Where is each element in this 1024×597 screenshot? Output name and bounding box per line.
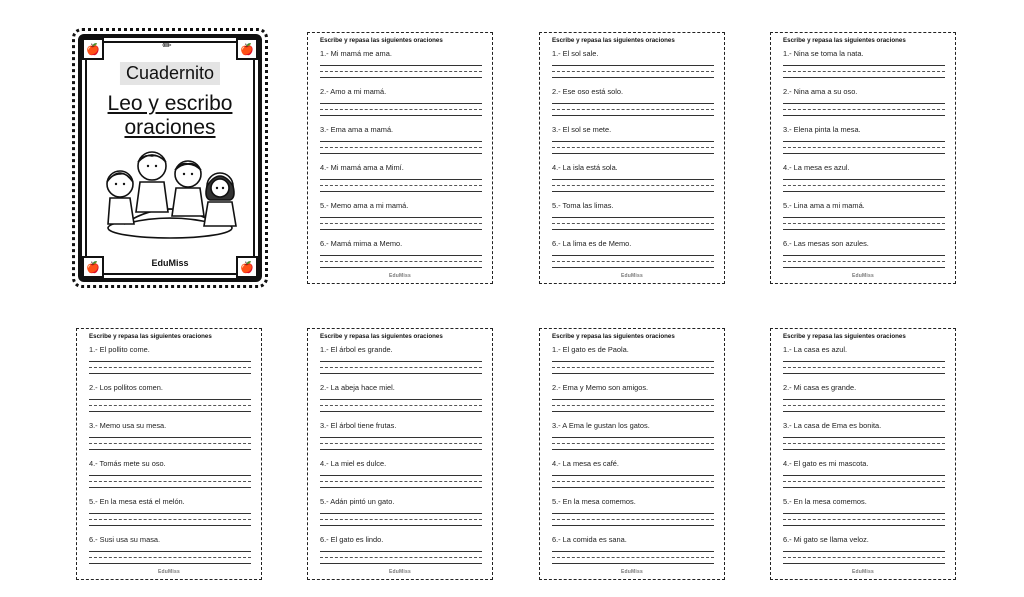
sentence-text: 4.- La mesa es azul.: [783, 163, 850, 172]
writing-midline[interactable]: [320, 223, 482, 224]
sentence-text: 6.- La lima es de Memo.: [552, 239, 632, 248]
sentence-row: [552, 163, 714, 197]
writing-line[interactable]: [320, 361, 482, 362]
worksheet-instructions: Escribe y repasa las siguientes oraciones: [320, 333, 443, 340]
writing-line[interactable]: [552, 399, 714, 400]
worksheet-page: [307, 32, 493, 284]
sentence-row: [320, 421, 482, 455]
sentence-text: 5.- Toma las limas.: [552, 201, 614, 210]
sentence-text: 2.- Mi casa es grande.: [783, 383, 857, 392]
cover-subtitle: [76, 92, 264, 140]
sentence-text: 6.- El gato es lindo.: [320, 535, 384, 544]
writing-line[interactable]: [552, 115, 714, 116]
sentence-text: 4.- La miel es dulce.: [320, 459, 387, 468]
sentence-row: [320, 49, 482, 83]
writing-line[interactable]: [552, 103, 714, 104]
writing-line[interactable]: [783, 411, 945, 412]
sentence-row: [89, 383, 251, 417]
footer-brand-logo: EduMiss: [621, 569, 643, 575]
sentence-row: [552, 459, 714, 493]
sentence-row: [552, 87, 714, 121]
cover-subtitle-line1: Leo y escribo: [107, 92, 233, 115]
writing-midline[interactable]: [552, 185, 714, 186]
writing-line[interactable]: [320, 267, 482, 268]
footer-brand-logo: EduMiss: [389, 569, 411, 575]
writing-line[interactable]: [783, 475, 945, 476]
sentence-row: [89, 345, 251, 379]
writing-line[interactable]: [89, 411, 251, 412]
sentence-text: 3.- La casa de Ema es bonita.: [783, 421, 882, 430]
writing-midline[interactable]: [320, 557, 482, 558]
sentence-text: 1.- El gato es de Paola.: [552, 345, 629, 354]
sentence-row: [320, 87, 482, 121]
sentence-text: 4.- El gato es mi mascota.: [783, 459, 869, 468]
writing-line[interactable]: [783, 141, 945, 142]
cover-page: [76, 32, 264, 284]
writing-line[interactable]: [320, 179, 482, 180]
sentence-row: [320, 497, 482, 531]
writing-midline[interactable]: [320, 261, 482, 262]
sentence-row: [783, 345, 945, 379]
writing-line[interactable]: [320, 65, 482, 66]
writing-line[interactable]: [320, 191, 482, 192]
writing-midline[interactable]: [320, 185, 482, 186]
footer-brand-logo: EduMiss: [158, 569, 180, 575]
apple-icon: 🍎: [236, 256, 258, 278]
sentence-row: [320, 125, 482, 159]
sentence-text: 4.- Tomás mete su oso.: [89, 459, 166, 468]
writing-line[interactable]: [89, 551, 251, 552]
writing-line[interactable]: [783, 487, 945, 488]
sentence-row: [320, 345, 482, 379]
writing-line[interactable]: [783, 255, 945, 256]
worksheet-page: [307, 328, 493, 580]
sentence-row: [320, 201, 482, 235]
writing-line[interactable]: [783, 361, 945, 362]
sentence-row: [552, 239, 714, 273]
worksheet-instructions: Escribe y repasa las siguientes oraciones: [320, 37, 443, 44]
writing-midline[interactable]: [89, 481, 251, 482]
writing-midline[interactable]: [89, 519, 251, 520]
writing-line[interactable]: [320, 411, 482, 412]
writing-midline[interactable]: [783, 109, 945, 110]
writing-line[interactable]: [320, 525, 482, 526]
writing-line[interactable]: [783, 551, 945, 552]
writing-line[interactable]: [320, 513, 482, 514]
sentence-text: 6.- Susi usa su masa.: [89, 535, 161, 544]
sentence-text: 5.- Lina ama a mi mamá.: [783, 201, 865, 210]
sentence-text: 4.- La isla está sola.: [552, 163, 618, 172]
worksheet-instructions: Escribe y repasa las siguientes oraciones: [89, 333, 212, 340]
writing-line[interactable]: [552, 153, 714, 154]
sentence-text: 2.- Ema y Memo son amigos.: [552, 383, 649, 392]
writing-midline[interactable]: [783, 223, 945, 224]
sentence-text: 5.- En la mesa está el melón.: [89, 497, 185, 506]
writing-line[interactable]: [320, 437, 482, 438]
writing-midline[interactable]: [552, 557, 714, 558]
writing-midline[interactable]: [552, 147, 714, 148]
writing-line[interactable]: [89, 525, 251, 526]
writing-midline[interactable]: [783, 557, 945, 558]
writing-line[interactable]: [783, 399, 945, 400]
worksheet-instructions: Escribe y repasa las siguientes oraciones: [783, 37, 906, 44]
sentence-row: [783, 497, 945, 531]
writing-line[interactable]: [552, 191, 714, 192]
sentence-row: [783, 421, 945, 455]
sentence-text: 6.- Las mesas son azules.: [783, 239, 869, 248]
pencil-icon: ✏: [162, 39, 172, 52]
cover-title: Cuadernito: [120, 62, 220, 85]
writing-line[interactable]: [783, 179, 945, 180]
writing-midline[interactable]: [552, 261, 714, 262]
writing-midline[interactable]: [320, 443, 482, 444]
sentence-text: 4.- La mesa es café.: [552, 459, 619, 468]
sentence-text: 3.- Elena pinta la mesa.: [783, 125, 861, 134]
footer-brand-logo: EduMiss: [389, 273, 411, 279]
writing-line[interactable]: [320, 563, 482, 564]
sentence-row: [552, 125, 714, 159]
sentence-row: [783, 535, 945, 569]
apple-icon: 🍎: [236, 38, 258, 60]
children-reading-illustration: [90, 146, 250, 246]
sentence-row: [320, 239, 482, 273]
writing-line[interactable]: [89, 437, 251, 438]
writing-line[interactable]: [320, 77, 482, 78]
sentence-row: [320, 459, 482, 493]
writing-line[interactable]: [552, 179, 714, 180]
sentence-text: 4.- Mi mamá ama a Mimí.: [320, 163, 404, 172]
worksheet-instructions: Escribe y repasa las siguientes oraciones: [552, 333, 675, 340]
sentence-text: 1.- Mi mamá me ama.: [320, 49, 392, 58]
writing-line[interactable]: [320, 229, 482, 230]
cover-subtitle-line2: oraciones: [124, 116, 216, 139]
footer-brand-logo: EduMiss: [852, 273, 874, 279]
writing-line[interactable]: [552, 475, 714, 476]
writing-line[interactable]: [89, 513, 251, 514]
writing-line[interactable]: [320, 551, 482, 552]
apple-icon: 🍎: [82, 256, 104, 278]
writing-line[interactable]: [783, 267, 945, 268]
writing-midline[interactable]: [552, 481, 714, 482]
sentence-text: 3.- Memo usa su mesa.: [89, 421, 167, 430]
writing-line[interactable]: [89, 563, 251, 564]
writing-line[interactable]: [320, 115, 482, 116]
sentence-row: [89, 421, 251, 455]
apple-icon: 🍎: [82, 38, 104, 60]
sentence-row: [552, 535, 714, 569]
writing-line[interactable]: [320, 103, 482, 104]
sentence-row: [320, 535, 482, 569]
writing-line[interactable]: [552, 229, 714, 230]
sentence-text: 3.- A Ema le gustan los gatos.: [552, 421, 650, 430]
cover-brand-logo: EduMiss: [151, 258, 189, 268]
sentence-row: [783, 125, 945, 159]
writing-line[interactable]: [552, 267, 714, 268]
writing-midline[interactable]: [552, 223, 714, 224]
sentence-row: [552, 201, 714, 235]
writing-line[interactable]: [552, 487, 714, 488]
writing-line[interactable]: [783, 115, 945, 116]
writing-line[interactable]: [320, 255, 482, 256]
writing-midline[interactable]: [783, 147, 945, 148]
writing-midline[interactable]: [89, 557, 251, 558]
sentence-row: [783, 201, 945, 235]
sentence-text: 5.- En la mesa comemos.: [783, 497, 867, 506]
writing-line[interactable]: [552, 449, 714, 450]
writing-line[interactable]: [320, 141, 482, 142]
writing-midline[interactable]: [552, 519, 714, 520]
writing-midline[interactable]: [320, 367, 482, 368]
writing-midline[interactable]: [320, 71, 482, 72]
writing-midline[interactable]: [783, 405, 945, 406]
worksheet-page: [539, 32, 725, 284]
sentence-row: [783, 87, 945, 121]
writing-midline[interactable]: [783, 481, 945, 482]
sentence-text: 1.- El sol sale.: [552, 49, 599, 58]
sentence-row: [552, 421, 714, 455]
writing-line[interactable]: [783, 373, 945, 374]
sentence-row: [783, 459, 945, 493]
sentence-row: [783, 49, 945, 83]
writing-line[interactable]: [783, 103, 945, 104]
writing-line[interactable]: [552, 255, 714, 256]
sentence-row: [89, 535, 251, 569]
writing-midline[interactable]: [783, 261, 945, 262]
sentence-row: [552, 345, 714, 379]
writing-line[interactable]: [552, 373, 714, 374]
writing-line[interactable]: [783, 153, 945, 154]
writing-line[interactable]: [320, 373, 482, 374]
sentence-row: [783, 383, 945, 417]
writing-line[interactable]: [552, 217, 714, 218]
writing-midline[interactable]: [552, 405, 714, 406]
writing-midline[interactable]: [89, 405, 251, 406]
writing-line[interactable]: [783, 513, 945, 514]
writing-line[interactable]: [89, 475, 251, 476]
worksheet-page: [539, 328, 725, 580]
worksheet-instructions: Escribe y repasa las siguientes oraciones: [552, 37, 675, 44]
sentence-row: [552, 383, 714, 417]
sentence-text: 1.- Nina se toma la nata.: [783, 49, 864, 58]
writing-line[interactable]: [89, 373, 251, 374]
writing-line[interactable]: [552, 513, 714, 514]
footer-brand-logo: EduMiss: [621, 273, 643, 279]
writing-line[interactable]: [552, 525, 714, 526]
worksheet-instructions: Escribe y repasa las siguientes oraciones: [783, 333, 906, 340]
sentence-text: 1.- El árbol es grande.: [320, 345, 393, 354]
writing-line[interactable]: [783, 65, 945, 66]
writing-line[interactable]: [783, 229, 945, 230]
writing-line[interactable]: [89, 449, 251, 450]
writing-midline[interactable]: [783, 185, 945, 186]
sentence-text: 2.- Ese oso está solo.: [552, 87, 624, 96]
writing-line[interactable]: [552, 411, 714, 412]
writing-line[interactable]: [552, 141, 714, 142]
sentence-row: [89, 497, 251, 531]
writing-line[interactable]: [783, 191, 945, 192]
writing-midline[interactable]: [783, 519, 945, 520]
sentence-text: 5.- Memo ama a mi mamá.: [320, 201, 409, 210]
writing-line[interactable]: [783, 449, 945, 450]
writing-midline[interactable]: [783, 71, 945, 72]
writing-line[interactable]: [320, 399, 482, 400]
writing-line[interactable]: [552, 437, 714, 438]
writing-line[interactable]: [783, 217, 945, 218]
sentence-row: [783, 163, 945, 197]
worksheet-page: [770, 32, 956, 284]
worksheet-page: [770, 328, 956, 580]
sentence-row: [320, 163, 482, 197]
writing-midline[interactable]: [320, 481, 482, 482]
writing-line[interactable]: [783, 437, 945, 438]
sentence-row: [89, 459, 251, 493]
sentence-row: [320, 383, 482, 417]
sentence-row: [552, 497, 714, 531]
footer-brand-logo: EduMiss: [852, 569, 874, 575]
writing-line[interactable]: [552, 77, 714, 78]
sentence-text: 2.- Amo a mi mamá.: [320, 87, 387, 96]
writing-midline[interactable]: [552, 71, 714, 72]
writing-midline[interactable]: [552, 109, 714, 110]
worksheet-page: [76, 328, 262, 580]
sentence-text: 6.- La comida es sana.: [552, 535, 627, 544]
writing-midline[interactable]: [552, 367, 714, 368]
writing-line[interactable]: [320, 153, 482, 154]
writing-line[interactable]: [783, 77, 945, 78]
writing-line[interactable]: [783, 525, 945, 526]
sentence-text: 6.- Mamá mima a Memo.: [320, 239, 403, 248]
sentence-text: 2.- Los pollitos comen.: [89, 383, 163, 392]
writing-midline[interactable]: [552, 443, 714, 444]
sentence-text: 2.- Nina ama a su oso.: [783, 87, 858, 96]
writing-line[interactable]: [89, 399, 251, 400]
writing-line[interactable]: [89, 361, 251, 362]
sentence-text: 3.- El árbol tiene frutas.: [320, 421, 397, 430]
sentence-text: 3.- El sol se mete.: [552, 125, 612, 134]
writing-line[interactable]: [552, 563, 714, 564]
sentence-text: 3.- Ema ama a mamá.: [320, 125, 394, 134]
writing-line[interactable]: [320, 475, 482, 476]
writing-line[interactable]: [320, 449, 482, 450]
writing-line[interactable]: [320, 217, 482, 218]
writing-line[interactable]: [552, 551, 714, 552]
sentence-row: [552, 49, 714, 83]
writing-midline[interactable]: [89, 367, 251, 368]
sentence-row: [783, 239, 945, 273]
writing-midline[interactable]: [783, 443, 945, 444]
sentence-text: 1.- El pollito come.: [89, 345, 150, 354]
sentence-text: 5.- Adán pintó un gato.: [320, 497, 395, 506]
sentence-text: 1.- La casa es azul.: [783, 345, 848, 354]
writing-line[interactable]: [89, 487, 251, 488]
writing-midline[interactable]: [320, 147, 482, 148]
writing-midline[interactable]: [320, 405, 482, 406]
sentence-text: 5.- En la mesa comemos.: [552, 497, 636, 506]
writing-line[interactable]: [320, 487, 482, 488]
writing-line[interactable]: [783, 563, 945, 564]
writing-line[interactable]: [552, 361, 714, 362]
writing-midline[interactable]: [320, 109, 482, 110]
sentence-text: 6.- Mi gato se llama veloz.: [783, 535, 869, 544]
writing-line[interactable]: [552, 65, 714, 66]
writing-midline[interactable]: [89, 443, 251, 444]
sentence-text: 2.- La abeja hace miel.: [320, 383, 395, 392]
writing-midline[interactable]: [783, 367, 945, 368]
writing-midline[interactable]: [320, 519, 482, 520]
